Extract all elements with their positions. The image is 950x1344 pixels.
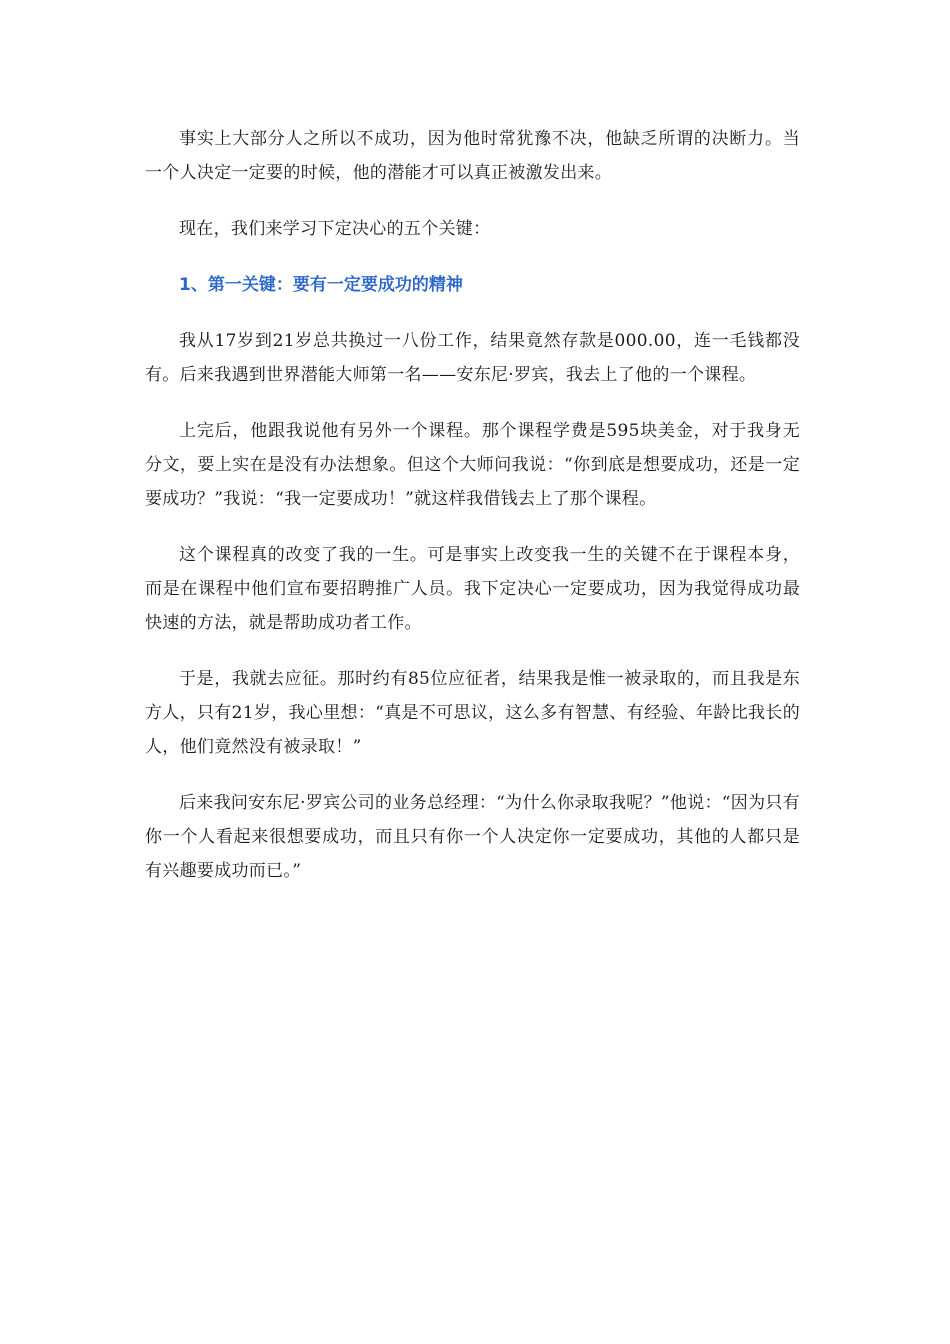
paragraph-body-1: 我从17岁到21岁总共换过一八份工作，结果竟然存款是000.00，连一毛钱都没有。后来我遇到世界潜能大师第一名——安东尼·罗宾，我去上了他的一个课程。: [145, 331, 800, 385]
paragraph-lead-in: 现在，我们来学习下定决心的五个关键：: [179, 219, 491, 239]
paragraph-body-4: 于是，我就去应征。那时约有85位应征者，结果我是惟一被录取的，而且我是东方人，只有21岁，我心里想：“真是不可思议，这么多有智慧、有经验、年龄比我长的人，他们竟然没有被录取！”: [145, 669, 800, 757]
paragraph-intro: 事实上大部分人之所以不成功，因为他时常犹豫不决，他缺乏所谓的决断力。当一个人决定一定要的时候，他的潜能才可以真正被激发出来。: [145, 129, 800, 183]
paragraph-body-2: 上完后，他跟我说他有另外一个课程。那个课程学费是595块美金，对于我身无分文，要上实在是没有办法想象。但这个大师问我说：“你到底是想要成功，还是一定要成功？”我说：“我一定要成功！”就这样我借钱去上了那个课程。: [145, 421, 800, 509]
paragraph-body-5: 后来我问安东尼·罗宾公司的业务总经理：“为什么你录取我呢？”他说：“因为只有你一个人看起来很想要成功，而且只有你一个人决定你一定要成功，其他的人都只是有兴趣要成功而已。”: [145, 793, 800, 881]
section-heading: 1、第一关键：要有一定要成功的精神: [179, 275, 463, 295]
paragraph-body-3: 这个课程真的改变了我的一生。可是事实上改变我一生的关键不在于课程本身，而是在课程中他们宣布要招聘推广人员。我下定决心一定要成功，因为我觉得成功最快速的方法，就是帮助成功者工作。: [145, 545, 800, 633]
document-page: [145, 122, 800, 910]
